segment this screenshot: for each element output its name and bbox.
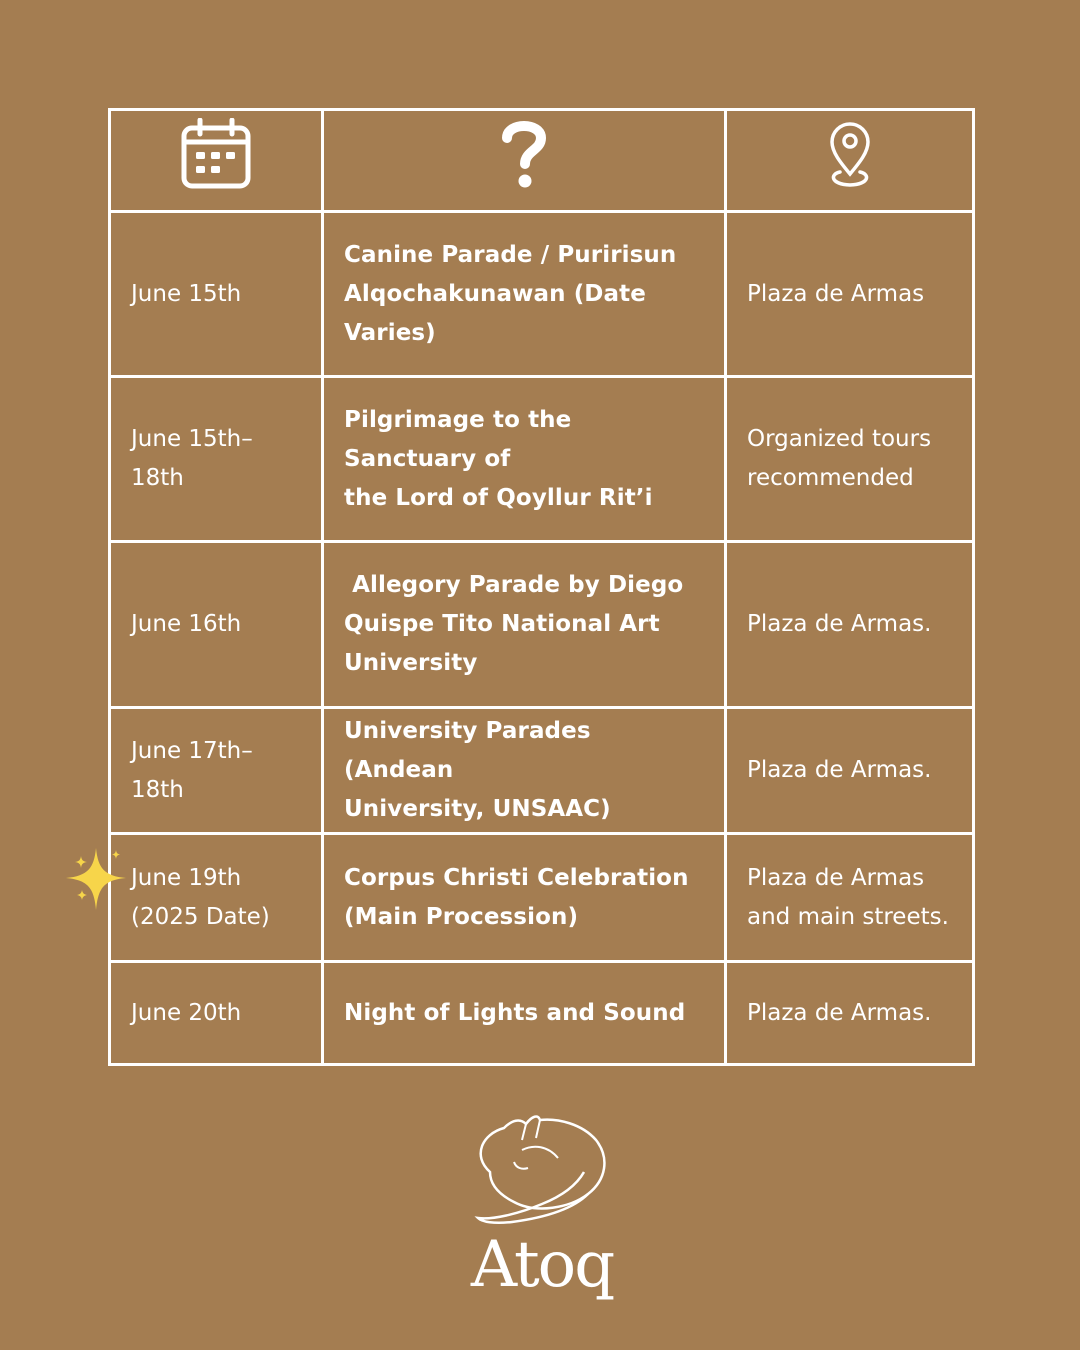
date-cell: June 20th — [110, 962, 323, 1065]
event-cell: Night of Lights and Sound — [323, 962, 726, 1065]
date-cell: June 15th– 18th — [110, 377, 323, 542]
sparkle-icon — [60, 846, 130, 916]
question-mark-icon — [499, 118, 549, 190]
table-row — [110, 708, 974, 834]
table-row — [110, 212, 974, 377]
event-cell: Corpus Christi Celebration (Main Procession) — [323, 834, 726, 962]
table-row — [110, 377, 974, 542]
event-cell: Pilgrimage to the Sanctuary of the Lord of Qoyllur Rit’i — [323, 377, 726, 542]
festival-schedule-table — [108, 108, 975, 1066]
date-column-header — [110, 110, 323, 212]
location-cell: Plaza de Armas. — [726, 708, 974, 834]
date-cell: June 16th — [110, 542, 323, 708]
location-cell: Plaza de Armas. — [726, 542, 974, 708]
location-cell: Organized tours recommended — [726, 377, 974, 542]
brand-wordmark: Atoq — [470, 1228, 614, 1302]
table-row — [110, 834, 974, 962]
location-pin-icon — [826, 118, 874, 190]
event-cell: Allegory Parade by Diego Quispe Tito National Art University — [323, 542, 726, 708]
location-column-header — [726, 110, 974, 212]
location-cell: Plaza de Armas — [726, 212, 974, 377]
event-column-header — [323, 110, 726, 212]
event-cell: University Parades (Andean University, UNSAAC) — [323, 708, 726, 834]
date-cell: June 15th — [110, 212, 323, 377]
table-row — [110, 542, 974, 708]
location-cell: Plaza de Armas and main streets. — [726, 834, 974, 962]
date-cell: June 17th– 18th — [110, 708, 323, 834]
calendar-icon — [180, 118, 252, 190]
table-row — [110, 962, 974, 1065]
atoq-logo — [462, 1110, 622, 1320]
table-header-row — [110, 110, 974, 212]
event-cell: Canine Parade / Puririsun Alqochakunawan (Date Varies) — [323, 212, 726, 377]
fox-logo-icon — [462, 1110, 622, 1235]
date-cell: June 19th (2025 Date) — [110, 834, 323, 962]
location-cell: Plaza de Armas. — [726, 962, 974, 1065]
